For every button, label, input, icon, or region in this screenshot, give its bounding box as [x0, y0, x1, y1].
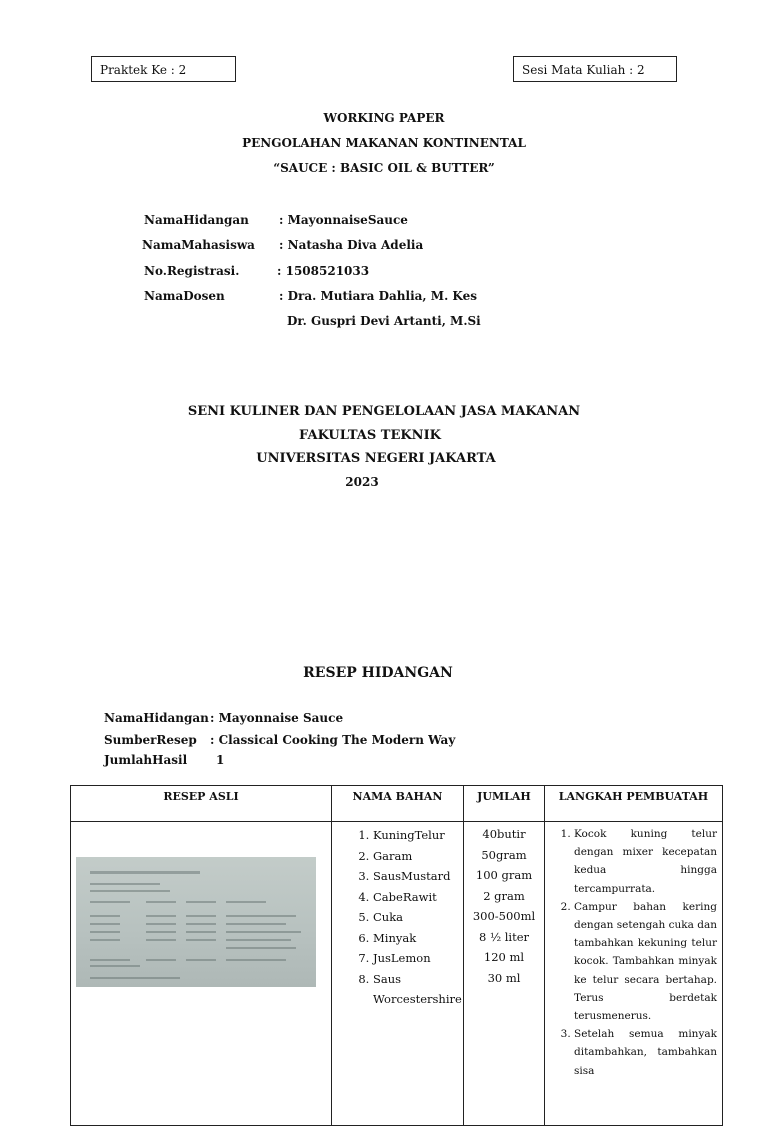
col-jumlah: JUMLAH — [464, 786, 545, 822]
praktek-box — [91, 56, 236, 82]
list-item: 1. KuningTelur — [373, 825, 462, 846]
resep-info-label: SumberResep — [104, 733, 197, 747]
jumlah-value: 100 gram — [475, 868, 533, 882]
doc-title-line1: WORKING PAPER — [323, 111, 445, 125]
resep-heading: RESEP HIDANGAN — [303, 665, 453, 681]
list-item: 1. Kocok kuning telur dengan mixer kecepatan kedua hingga tercampurrata. — [574, 825, 717, 898]
col-nama-bahan: NAMA BAHAN — [332, 786, 464, 822]
institution-line3: UNIVERSITAS NEGERI JAKARTA — [256, 451, 496, 466]
info-label: No.Registrasi. — [144, 264, 240, 278]
jumlah-value: 50gram — [481, 847, 527, 862]
resep-info-label: JumlahHasil — [104, 753, 188, 767]
bahan-list — [333, 825, 462, 1010]
doc-title-line2: PENGOLAHAN MAKANAN KONTINENTAL — [242, 136, 526, 150]
langkah-cell — [545, 822, 723, 1126]
langkah-list — [546, 825, 721, 1080]
praktek-label: Praktek Ke : 2 — [100, 63, 187, 77]
list-item: 4. CabeRawit — [373, 887, 462, 908]
jumlah-cell — [464, 822, 545, 1126]
jumlah-value: 120 ml — [483, 950, 525, 964]
info-value: : MayonnaiseSauce — [279, 213, 408, 227]
jumlah-value: 30 ml — [487, 970, 521, 985]
doc-title-line3: “SAUCE : BASIC OIL & BUTTER” — [273, 161, 495, 175]
institution-line2: FAKULTAS TEKNIK — [299, 428, 441, 443]
sesi-label: Sesi Mata Kuliah : 2 — [522, 63, 645, 77]
list-item: 6. Minyak — [373, 928, 462, 949]
resep-info-label: NamaHidangan — [104, 711, 209, 725]
list-item: 3. Setelah semua minyak ditambahkan, tambahkan sisa — [574, 1025, 717, 1080]
list-item: 3. SausMustard — [373, 866, 462, 887]
list-item: 5. Cuka — [373, 907, 462, 928]
list-item: 8. Saus Worcestershire — [373, 969, 462, 1010]
info-value: : Natasha Diva Adelia — [279, 238, 424, 252]
col-resep-asli: RESEP ASLI — [71, 786, 332, 822]
original-recipe-photo — [76, 857, 316, 987]
info-label: NamaMahasiswa — [142, 238, 255, 252]
jumlah-value: 2 gram — [483, 888, 525, 903]
sesi-box — [513, 56, 677, 82]
jumlah-value: 300-500ml — [472, 909, 536, 923]
institution-year: 2023 — [345, 475, 379, 489]
list-item: 2. Garam — [373, 846, 462, 867]
resep-info-value: 1 — [216, 753, 225, 767]
col-langkah: LANGKAH PEMBUATAH — [545, 786, 723, 822]
nama-bahan-cell — [332, 822, 464, 1126]
resep-info-value: : Classical Cooking The Modern Way — [210, 733, 456, 747]
info-value: : Dra. Mutiara Dahlia, M. Kes — [279, 289, 477, 303]
jumlah-value: 8 ½ liter — [478, 929, 530, 944]
dosen-second: Dr. Guspri Devi Artanti, M.Si — [287, 314, 481, 328]
list-item: 7. JusLemon — [373, 948, 462, 969]
jumlah-value: 40butir — [482, 827, 526, 841]
list-item: 2. Campur bahan kering dengan setengah cuka dan tambahkan kekuning telur kocok. Tambahkan minyak ke telur secara bertahap. Terus berdetak terusmenerus. — [574, 898, 717, 1025]
resep-info-value: : Mayonnaise Sauce — [210, 711, 344, 725]
info-value: : 1508521033 — [277, 264, 370, 278]
info-label: NamaDosen — [144, 289, 225, 303]
info-label: NamaHidangan — [144, 213, 249, 227]
institution-line1: SENI KULINER DAN PENGELOLAAN JASA MAKANAN — [187, 404, 581, 419]
